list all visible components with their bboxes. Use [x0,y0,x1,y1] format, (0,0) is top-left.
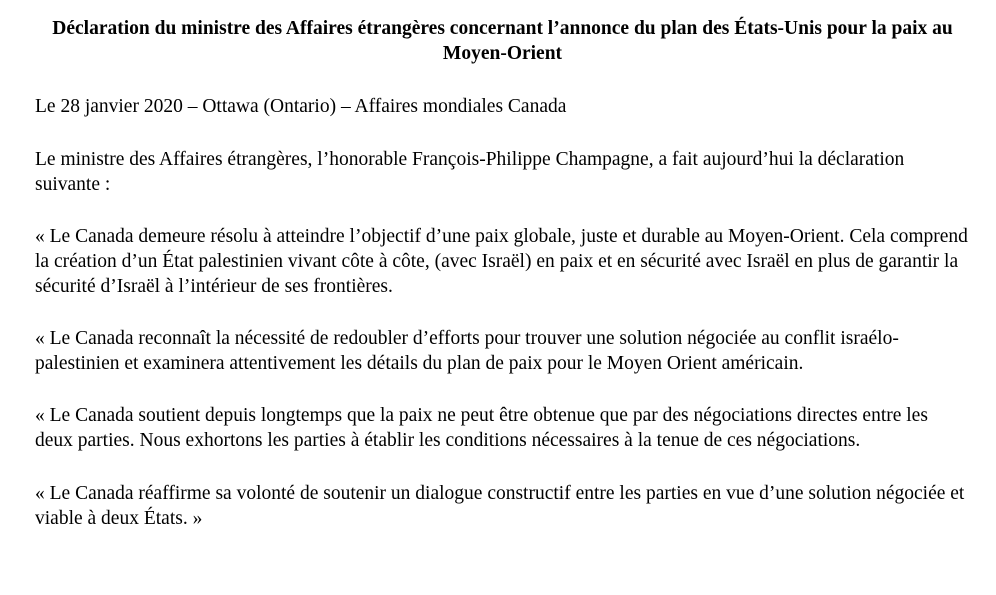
statement-paragraph-2: « Le Canada reconnaît la nécessité de redoubler d’efforts pour trouver une solution négociée au conflit israélo-palestinien et examinera attentivement les détails du plan de paix pour le Moyen Orient américain. [35,328,899,374]
dateline: Le 28 janvier 2020 – Ottawa (Ontario) – Affaires mondiales Canada [35,96,567,117]
document-body [35,16,970,531]
document-title: Déclaration du ministre des Affaires étrangères concernant l’annonce du plan des États-Unis pour la paix au Moyen-Orient [52,18,953,64]
statement-paragraph-3: « Le Canada soutient depuis longtemps que la paix ne peut être obtenue que par des négociations directes entre les deux parties. Nous exhortons les parties à établir les conditions nécessaires à la tenue de ces négociations. [35,405,928,451]
statement-paragraph-1: « Le Canada demeure résolu à atteindre l’objectif d’une paix globale, juste et durable au Moyen-Orient. Cela comprend la création d’un État palestinien vivant côte à côte, (avec Israël) en paix et en sécurité avec Israël en plus de garantir la sécurité d’Israël à l’intérieur de ses frontières. [35,226,968,297]
intro-paragraph: Le ministre des Affaires étrangères, l’honorable François-Philippe Champagne, a fait aujourd’hui la déclaration suivante : [35,149,905,195]
statement-paragraph-4: « Le Canada réaffirme sa volonté de soutenir un dialogue constructif entre les parties en vue d’une solution négociée et viable à deux États. » [35,483,965,529]
